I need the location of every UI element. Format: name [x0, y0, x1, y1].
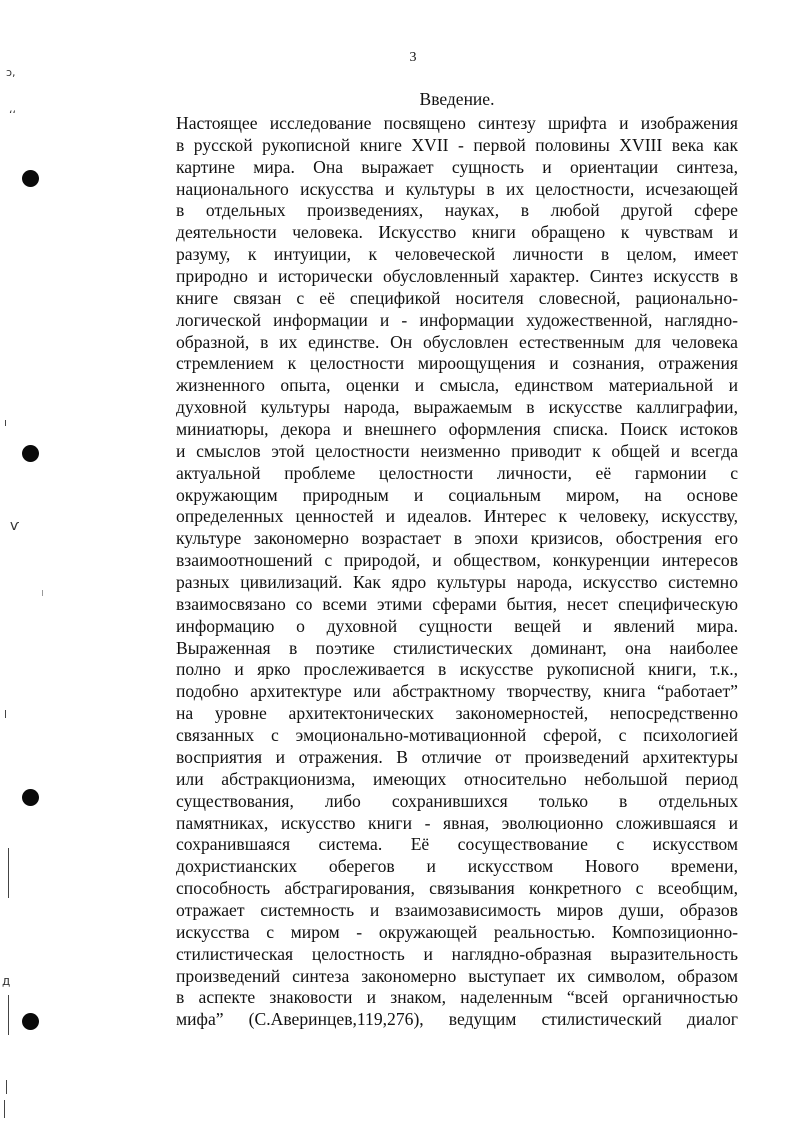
punch-hole [22, 789, 39, 806]
scan-mark: ѵ [10, 518, 20, 534]
page-number: 3 [409, 50, 417, 65]
punch-hole [22, 445, 39, 462]
text-line: миниатюры, декора и внешнего оформления списка. Поиск истоков [176, 419, 738, 440]
text-line: искусства с миром - окружающей реальностью. Композиционно- [176, 921, 738, 942]
text-line: деятельности человека. Искусство книги обращено к чувствам и [176, 222, 738, 243]
text-line: взаимосвязано со всеми этими сферами бытия, несет специфическую [176, 593, 738, 614]
text-line: способность абстрагирования, связывания конкретного с всеобщим, [176, 878, 738, 899]
text-line: жизненного опыта, оценки и смысла, единством материальной и [176, 375, 738, 396]
text-line: памятниках, искусство книги - явная, эволюционно сложившаяся и [176, 812, 738, 833]
text-line: логической информации и - информации художественной, наглядно- [176, 309, 738, 330]
scan-mark: ʻʻ [9, 108, 16, 121]
scan-mark: д [2, 974, 11, 988]
text-line: в отдельных произведениях, науках, в любой другой сфере [176, 200, 738, 221]
text-line: окружающим природным и социальным миром, на основе [176, 484, 738, 505]
text-line: национального искусства и культуры в их целостности, исчезающей [176, 178, 738, 199]
text-line: и смыслов этой целостности неизменно приводит к общей и всегда [176, 440, 738, 461]
text-line: актуальной проблеме целостности личности, её гармонии с [176, 462, 738, 483]
text-line: или абстракционизма, имеющих относительно небольшой период [176, 768, 738, 789]
text-line: разных цивилизаций. Как ядро культуры народа, искусство системно [176, 572, 738, 593]
text-line: стилистическая целостность и наглядно-образная выразительность [176, 943, 738, 964]
text-line: сохранившаяся система. Её сосуществование с искусством [176, 834, 738, 855]
text-line: подобно архитектуре или абстрактному творчеству, книга “работает” [176, 681, 738, 702]
text-line: отражает системность и взаимозависимость миров души, образов [176, 899, 738, 920]
text-line: разуму, к интуиции, к человеческой личности в целом, имеет [176, 244, 738, 265]
text-line: культуре закономерно возрастает в эпохи кризисов, обострения его [176, 528, 738, 549]
text-line: образной, в их единстве. Он обусловлен естественным для человека [176, 331, 738, 352]
text-line: произведений синтеза закономерно выступает их символом, образом [176, 965, 738, 986]
body-text [176, 113, 738, 1031]
text-line: информацию о духовной сущности вещей и явлений мира. [176, 615, 738, 636]
text-line: полно и ярко прослеживается в искусстве рукописной книги, т.к., [176, 659, 738, 680]
text-line: в аспекте знаковости и знаком, наделенным “всей органичностью [176, 987, 738, 1008]
text-line: существования, либо сохранившихся только в отдельных [176, 790, 738, 811]
punch-hole [22, 170, 39, 187]
scan-edge-line [8, 848, 9, 898]
scan-edge-line [5, 420, 6, 426]
scan-mark: ↄ, [6, 66, 16, 79]
text-line: в русской рукописной книге XVII - первой половины XVIII века как [176, 134, 738, 155]
text-line: дохристианских оберегов и искусством Нового времени, [176, 856, 738, 877]
text-line: мифа” (С.Аверинцев,119,276), ведущим стилистический диалог [176, 1009, 738, 1030]
text-line: связанных с эмоционально-мотивационной сферой, с психологией [176, 725, 738, 746]
punch-hole [22, 1013, 39, 1030]
text-line: Настоящее исследование посвящено синтезу шрифта и изображения [176, 113, 738, 133]
scan-edge-line [5, 710, 6, 718]
text-line: на уровне архитектонических закономерностей, непосредственно [176, 703, 738, 724]
scan-edge-line [4, 1100, 5, 1118]
text-line: книге связан с её спецификой носителя словесной, рационально- [176, 287, 738, 308]
text-line: стремлением к целостности мироощущения и сознания, отражения [176, 353, 738, 374]
text-line: природно и исторически обусловленный характер. Синтез искусств в [176, 266, 738, 287]
text-line: восприятия и отражения. В отличие от произведений архитектуры [176, 746, 738, 767]
text-line: картине мира. Она выражает сущность и ориентации синтеза, [176, 156, 738, 177]
page-heading: Введение. [419, 89, 495, 109]
scan-edge-line [6, 1080, 7, 1094]
scan-edge-line [42, 590, 43, 596]
text-line: Выраженная в поэтике стилистических доминант, она наиболее [176, 637, 738, 658]
scan-edge-line [8, 995, 9, 1035]
text-line: взаимоотношений с природой, и обществом, конкуренции интересов [176, 550, 738, 571]
text-line: духовной культуры народа, выражаемым в искусстве каллиграфии, [176, 397, 738, 418]
text-line: определенных ценностей и идеалов. Интерес к человеку, искусству, [176, 506, 738, 527]
